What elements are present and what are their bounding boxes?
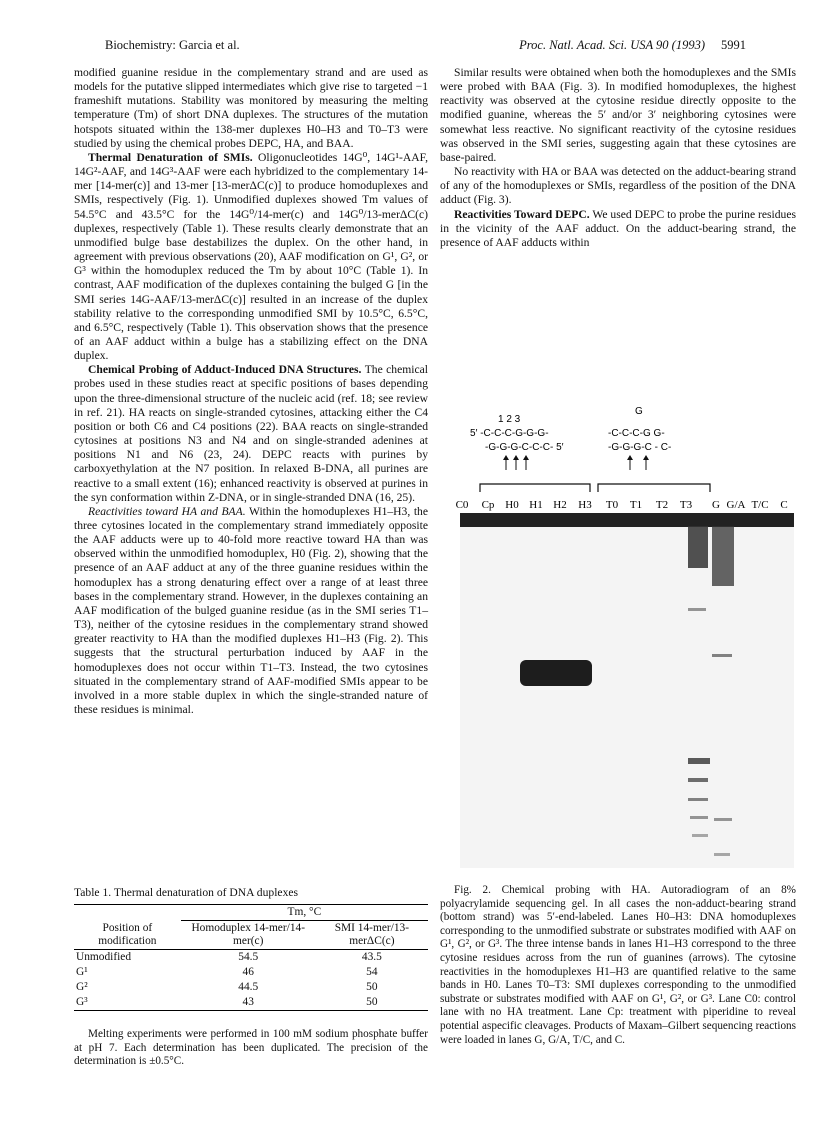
- arrowheads: [503, 455, 649, 460]
- table-row: [74, 965, 428, 980]
- table-cell: G¹: [76, 966, 88, 978]
- section-heading: Chemical Probing of Adduct-Induced DNA Structures.: [88, 363, 362, 377]
- table-footnote-text: Melting experiments were performed in 100 mM sodium phosphate buffer at pH 7. Each determination has been duplicated. The precision of the determination is ±0.5°C.: [74, 1028, 428, 1067]
- seq-left-top: 5′ -C-C-C-G-G-G-: [470, 428, 549, 439]
- table-cell: 43.5: [361, 951, 382, 963]
- table-cell: 44.5: [238, 981, 259, 993]
- table-footnote: [74, 1028, 428, 1069]
- lane-label: C: [780, 499, 788, 511]
- table-cell: 50: [366, 981, 378, 993]
- lane-label: T0: [605, 499, 619, 511]
- paragraph: [74, 151, 428, 363]
- table-spanner: Tm, °C: [181, 905, 428, 921]
- paragraph: Similar results were obtained when both the homoduplexes and the SMIs were probed with BAA (Fig. 3). In modified homoduplexes, the highest reactivity was observed at the cytosine residue directly opposite to the modified guanine, whereas the 5′ and/or 3′ neighboring cytosines were somewhat less reactive. No significant reactivity of the cytosine residues was observed in the SMI series, suggesting again that these cytosines are base-paired.: [440, 66, 796, 164]
- lane-label: C0: [455, 499, 469, 511]
- table-row: [74, 995, 428, 1011]
- lane-label: G: [712, 499, 720, 511]
- running-header-right: [519, 38, 746, 53]
- lane-labels: [456, 499, 788, 511]
- left-column: [74, 66, 428, 717]
- paragraph: No reactivity with HA or BAA was detected on the adduct-bearing strand of any of the homoduplexes or SMIs, regardless of the position of the DNA adduct (Fig. 3).: [440, 165, 796, 207]
- lane-label: T2: [655, 499, 669, 511]
- gel-figure: [440, 398, 796, 870]
- page-number: 5991: [721, 38, 746, 52]
- paragraph-text: Within the homoduplexes H1–H3, the three cytosines located in the complementary strand immediately opposite the AAF adducts were up to 40-fold more reactive toward HA than was observed within the unmodified homoduplex, H0 (Fig. 2), showing that the presence of an AAF adduct at any of the three guanine residues within the homoduplex has a strong denaturing effect over a range of at least three bases in the complementary strand. However, in the duplexes containing an AAF modification of the bulged guanine residue (as in the SMI series T1–T3), neither of the cytosine residues in the complementary strand showed greater reactivity to HA than the modified duplexes H1–H3 (Fig. 2). This suggests that the structural perturbation induced by AAF in the homoduplexes does not occur within T1–T3. Instead, the two cytosines situated in the complementary strand of AAF-modified SMIs appear to be involved in a more stable duplex in which the single-stranded nature of these residues is minimal.: [74, 504, 428, 717]
- paragraph: [440, 208, 796, 250]
- lane-label: T/C: [751, 499, 769, 511]
- paragraph: modified guanine residue in the complementary strand and are used as models for the putative slipped intermediates which give rise to targeted −1 frameshift mutations. Stability was monitored by measuring the melting temperature (Tm) of short DNA duplexes. The structures of the mutation hotspots situated within the 138-mer duplexes H0–H3 and T0–T3 were studied by using the chemical probes DEPC, HA, and BAA.: [74, 66, 428, 150]
- table-cell: G²: [76, 981, 88, 993]
- section-heading: Reactivities Toward DEPC.: [454, 207, 590, 221]
- data-table: [74, 904, 428, 1011]
- subsection-heading: Reactivities toward HA and BAA.: [88, 504, 246, 518]
- lane-label: H3: [578, 499, 592, 511]
- table-stub-header: [74, 905, 181, 921]
- figure-caption: [440, 884, 796, 1047]
- journal-citation: Proc. Natl. Acad. Sci. USA 90 (1993): [519, 38, 705, 52]
- running-header-left: Biochemistry: Garcia et al.: [105, 38, 240, 52]
- table-cell: 43: [242, 996, 254, 1008]
- table-cell: G³: [76, 996, 88, 1008]
- table-row: [74, 980, 428, 995]
- table-cell: 54: [366, 966, 378, 978]
- section-heading: Thermal Denaturation of SMIs.: [88, 150, 253, 164]
- lane-label: H2: [553, 499, 567, 511]
- table-caption: Table 1. Thermal denaturation of DNA duplexes: [74, 886, 299, 899]
- gel-background: [460, 513, 794, 868]
- table-col-header: SMI 14-mer/13-merΔC(c): [334, 922, 410, 947]
- table-row: [74, 950, 428, 966]
- lane-brackets: [480, 484, 710, 492]
- lane-label: Cp: [481, 499, 495, 511]
- gel-top-band: [460, 513, 794, 527]
- table-cell: 46: [242, 966, 254, 978]
- paragraph-text: We used DEPC to probe the purine residues in the vicinity of the AAF adduct. On the adduct-bearing strand, the presence of AAF adducts within: [440, 207, 796, 249]
- seq-right-top: -C-C-C-G G-: [608, 428, 665, 439]
- figure-caption-text: Fig. 2. Chemical probing with HA. Autoradiogram of an 8% polyacrylamide sequencing gel. In all cases the non-adduct-bearing strand (bottom strand) was 5′-end-labeled. Lanes H0–H3: DNA homoduplexes corresponding to the unmodified substrate or substrates modified with AAF on G¹, G², or G³. The three intense bands in lanes H1–H3 correspond to the three cytosine residues across from the run of guanines (arrows). The cytosine reactivities in the homoduplexes H1–H3 are quantified relative to the same bands in H0. Lanes T0–T3: SMI duplexes corresponding to the unmodified substrate or substrates modified with AAF on G¹, G², or G³. Lane C0: control lane with no HA treatment. Lane Cp: treatment with piperidine to reveal potential aspecific cleavages. Products of Maxam–Gilbert sequencing reactions were loaded in lanes G, G/A, T/C, and C.: [440, 884, 796, 1046]
- lane-label: G/A: [726, 499, 746, 511]
- lane-label: T3: [679, 499, 693, 511]
- lane-label: T1: [629, 499, 643, 511]
- seq-left-bottom: -G-G-G-C-C-C- 5′: [485, 442, 564, 453]
- right-column: [440, 66, 796, 250]
- table-cell: 50: [366, 996, 378, 1008]
- paragraph-text: The chemical probes used in these studies react at specific positions of bases depending upon the three-dimensional structure of the nucleic acid (ref. 18; see review in ref. 21). HA reacts on single-stranded cytosines, attacking either the C4 position or both C6 and C4 positions (22). BAA reacts on single-stranded cytosines at positions N3 and N4 and on single-stranded adenines at positions N1 and N6 (23, 24). DEPC reacts with purines by carboxyethylation at the N7 position. In relaxed B-DNA, all purines are reactive to a small extent (16); enhanced reactivity is observed at purines in the syn conformation within Z-DNA, or in single-stranded DNA (16, 25).: [74, 363, 428, 504]
- table-col-header: Homoduplex 14-mer/14-mer(c): [191, 922, 306, 947]
- intense-bands: [520, 660, 592, 686]
- seq-bulge: G: [635, 406, 643, 417]
- paragraph-text: Oligonucleotides 14G⁰, 14G¹-AAF, 14G²-AAF, and 14G³-AAF were each hybridized to the complementary 14-mer [14-mer(c)] and 13-mer [13-merΔC(c)] to produce homoduplexes and SMIs, respectively (Fig. 1). Unmodified duplexes showed Tm values of 54.5°C and 43.5°C for the 14G⁰/14-mer(c) and 14G⁰/13-merΔC(c) duplexes, respectively (Table 1). These results clearly demonstrate that an unmodified bulge base destabilizes the duplex. On the other hand, in agreement with previous observations (20), AAF modification on G¹, G², or G³ within the homoduplex reduced the Tm by about 10°C (Table 1). In contrast, AAF modification of the duplexes containing the bulged G [in the SMI series 14G-AAF/13-merΔC(c)] resulted in an increase of the duplex stability relative to the corresponding unmodified SMI by 10.5°C, 6.5°C, and 6.5°C, respectively (Table 1). This observation shows that the presence of an AAF adduct within a bulge has a stabilizing effect on the DNA duplex.: [74, 150, 428, 363]
- table-cell: Unmodified: [76, 951, 132, 963]
- table-cell: 54.5: [238, 951, 259, 963]
- paragraph: [74, 505, 428, 717]
- lane-label: H0: [505, 499, 519, 511]
- seq-right-bottom: -G-G-G-C - C-: [608, 442, 672, 453]
- seq-numbers: 1 2 3: [498, 414, 521, 425]
- table-col-header: Position of modification: [98, 921, 157, 947]
- paragraph: [74, 363, 428, 505]
- lane-label: H1: [529, 499, 543, 511]
